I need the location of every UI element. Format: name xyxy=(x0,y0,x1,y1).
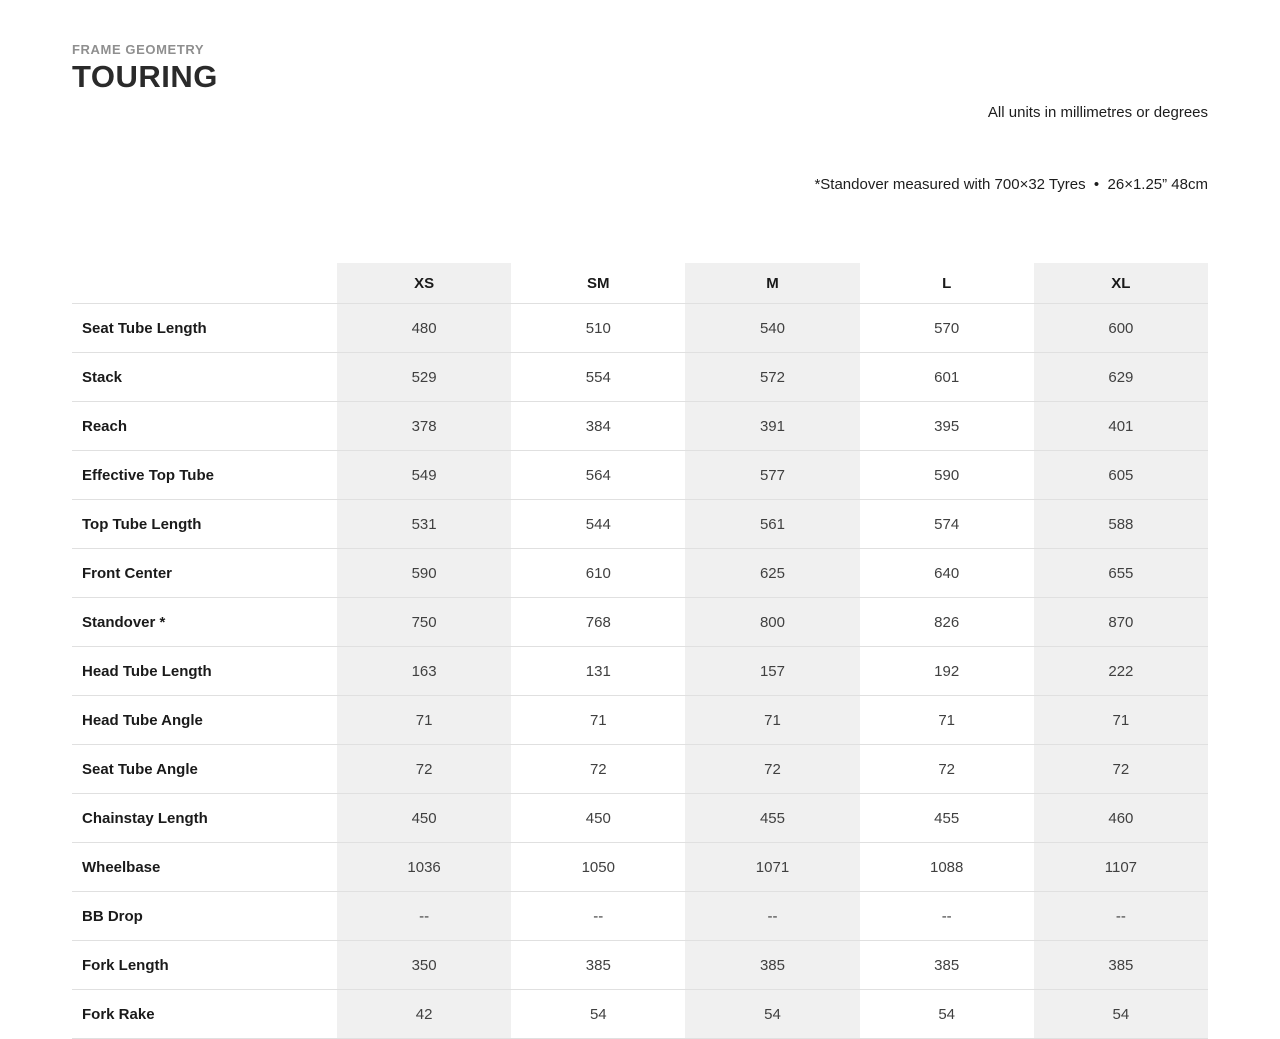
cell-value: 72 xyxy=(337,745,511,793)
cell-value: 71 xyxy=(337,696,511,744)
cell-value: 54 xyxy=(685,990,859,1038)
units-note-line1: All units in millimetres or degrees xyxy=(987,104,1208,121)
column-header-l: L xyxy=(942,274,952,292)
cell-value: 574 xyxy=(934,515,960,533)
cell-value: 385 xyxy=(685,941,859,989)
cell-value: 549 xyxy=(337,451,511,499)
row-label: Chainstay Length xyxy=(82,809,208,827)
cell-value: 72 xyxy=(1034,745,1208,793)
table-row xyxy=(72,940,1208,989)
cell-value: 455 xyxy=(685,794,859,842)
cell-value: 1088 xyxy=(930,858,964,876)
cell-value: 385 xyxy=(1034,941,1208,989)
row-label: Standover * xyxy=(82,613,166,631)
title-block xyxy=(72,42,218,96)
row-label: Front Center xyxy=(82,564,172,582)
cell-value: -- xyxy=(1034,892,1208,940)
cell-value: 450 xyxy=(337,794,511,842)
cell-value: -- xyxy=(593,907,604,925)
page-title: TOURING xyxy=(72,59,218,94)
cell-value: 450 xyxy=(585,809,611,827)
cell-value: 577 xyxy=(685,451,859,499)
cell-value: 768 xyxy=(585,613,611,631)
row-label: Fork Rake xyxy=(82,1005,155,1023)
cell-value: 391 xyxy=(685,402,859,450)
row-label: Top Tube Length xyxy=(82,515,202,533)
cell-value: 480 xyxy=(337,304,511,352)
cell-value: 222 xyxy=(1034,647,1208,695)
table-row xyxy=(72,646,1208,695)
cell-value: 870 xyxy=(1034,598,1208,646)
cell-value: 655 xyxy=(1034,549,1208,597)
cell-value: 1050 xyxy=(581,858,615,876)
cell-value: 395 xyxy=(934,417,960,435)
cell-value: 350 xyxy=(337,941,511,989)
cell-value: 800 xyxy=(685,598,859,646)
cell-value: 570 xyxy=(934,319,960,337)
cell-value: 510 xyxy=(585,319,611,337)
cell-value: 625 xyxy=(685,549,859,597)
cell-value: 540 xyxy=(685,304,859,352)
table-row xyxy=(72,793,1208,842)
table-row xyxy=(72,450,1208,499)
cell-value: 42 xyxy=(337,990,511,1038)
cell-value: 640 xyxy=(934,564,960,582)
cell-value: 460 xyxy=(1034,794,1208,842)
cell-value: 378 xyxy=(337,402,511,450)
cell-value: 72 xyxy=(685,745,859,793)
cell-value: 131 xyxy=(585,662,611,680)
cell-value: 572 xyxy=(685,353,859,401)
cell-value: 72 xyxy=(938,760,956,778)
cell-value: 71 xyxy=(938,711,956,729)
cell-value: 71 xyxy=(589,711,607,729)
table-row xyxy=(72,401,1208,450)
page-header xyxy=(72,42,1208,245)
row-label: Fork Length xyxy=(82,956,169,974)
row-label: Head Tube Length xyxy=(82,662,212,680)
cell-value: 401 xyxy=(1034,402,1208,450)
cell-value: -- xyxy=(337,892,511,940)
row-label: Head Tube Angle xyxy=(82,711,203,729)
row-label: Stack xyxy=(82,368,123,386)
units-note-line2: *Standover measured with 700×32 Tyres • 26×1.25” 48cm xyxy=(814,176,1208,193)
table-header-row xyxy=(72,263,1208,303)
cell-value: 750 xyxy=(337,598,511,646)
cell-value: 590 xyxy=(337,549,511,597)
eyebrow-label: FRAME GEOMETRY xyxy=(72,42,205,57)
cell-value: 385 xyxy=(585,956,611,974)
cell-value: 610 xyxy=(585,564,611,582)
table-row xyxy=(72,303,1208,352)
cell-value: 588 xyxy=(1034,500,1208,548)
table-row xyxy=(72,695,1208,744)
row-label: Seat Tube Length xyxy=(82,319,207,337)
cell-value: 531 xyxy=(337,500,511,548)
column-header-xs: XS xyxy=(337,263,511,303)
cell-value: 54 xyxy=(1034,990,1208,1038)
cell-value: 605 xyxy=(1034,451,1208,499)
row-label: Wheelbase xyxy=(82,858,161,876)
table-row xyxy=(72,989,1208,1038)
cell-value: 1071 xyxy=(685,843,859,891)
row-label: Effective Top Tube xyxy=(82,466,214,484)
units-note xyxy=(814,42,1208,245)
cell-value: 72 xyxy=(589,760,607,778)
column-header-m: M xyxy=(685,263,859,303)
cell-value: 54 xyxy=(589,1005,607,1023)
cell-value: 601 xyxy=(934,368,960,386)
table-row xyxy=(72,597,1208,646)
cell-value: 544 xyxy=(585,515,611,533)
cell-value: 384 xyxy=(585,417,611,435)
cell-value: 564 xyxy=(585,466,611,484)
row-label: Reach xyxy=(82,417,128,435)
table-row xyxy=(72,499,1208,548)
cell-value: 590 xyxy=(934,466,960,484)
table-row xyxy=(72,842,1208,891)
table-body xyxy=(72,303,1208,1038)
cell-value: 826 xyxy=(934,613,960,631)
cell-value: 554 xyxy=(585,368,611,386)
header-spacer-cell xyxy=(72,263,337,303)
cell-value: 455 xyxy=(934,809,960,827)
cell-value: 71 xyxy=(1034,696,1208,744)
table-row xyxy=(72,548,1208,597)
cell-value: 192 xyxy=(934,662,960,680)
cell-value: 600 xyxy=(1034,304,1208,352)
table-row xyxy=(72,891,1208,940)
cell-value: 561 xyxy=(685,500,859,548)
cell-value: 1107 xyxy=(1034,843,1208,891)
cell-value: 157 xyxy=(685,647,859,695)
table-row xyxy=(72,352,1208,401)
cell-value: 529 xyxy=(337,353,511,401)
cell-value: 71 xyxy=(685,696,859,744)
geometry-table xyxy=(72,263,1208,1039)
column-header-xl: XL xyxy=(1034,263,1208,303)
cell-value: -- xyxy=(941,907,952,925)
table-row xyxy=(72,744,1208,793)
row-label: BB Drop xyxy=(82,907,143,925)
column-header-sm: SM xyxy=(587,274,610,292)
cell-value: 54 xyxy=(938,1005,956,1023)
cell-value: -- xyxy=(685,892,859,940)
cell-value: 163 xyxy=(337,647,511,695)
cell-value: 629 xyxy=(1034,353,1208,401)
cell-value: 385 xyxy=(934,956,960,974)
cell-value: 1036 xyxy=(337,843,511,891)
row-label: Seat Tube Angle xyxy=(82,760,198,778)
